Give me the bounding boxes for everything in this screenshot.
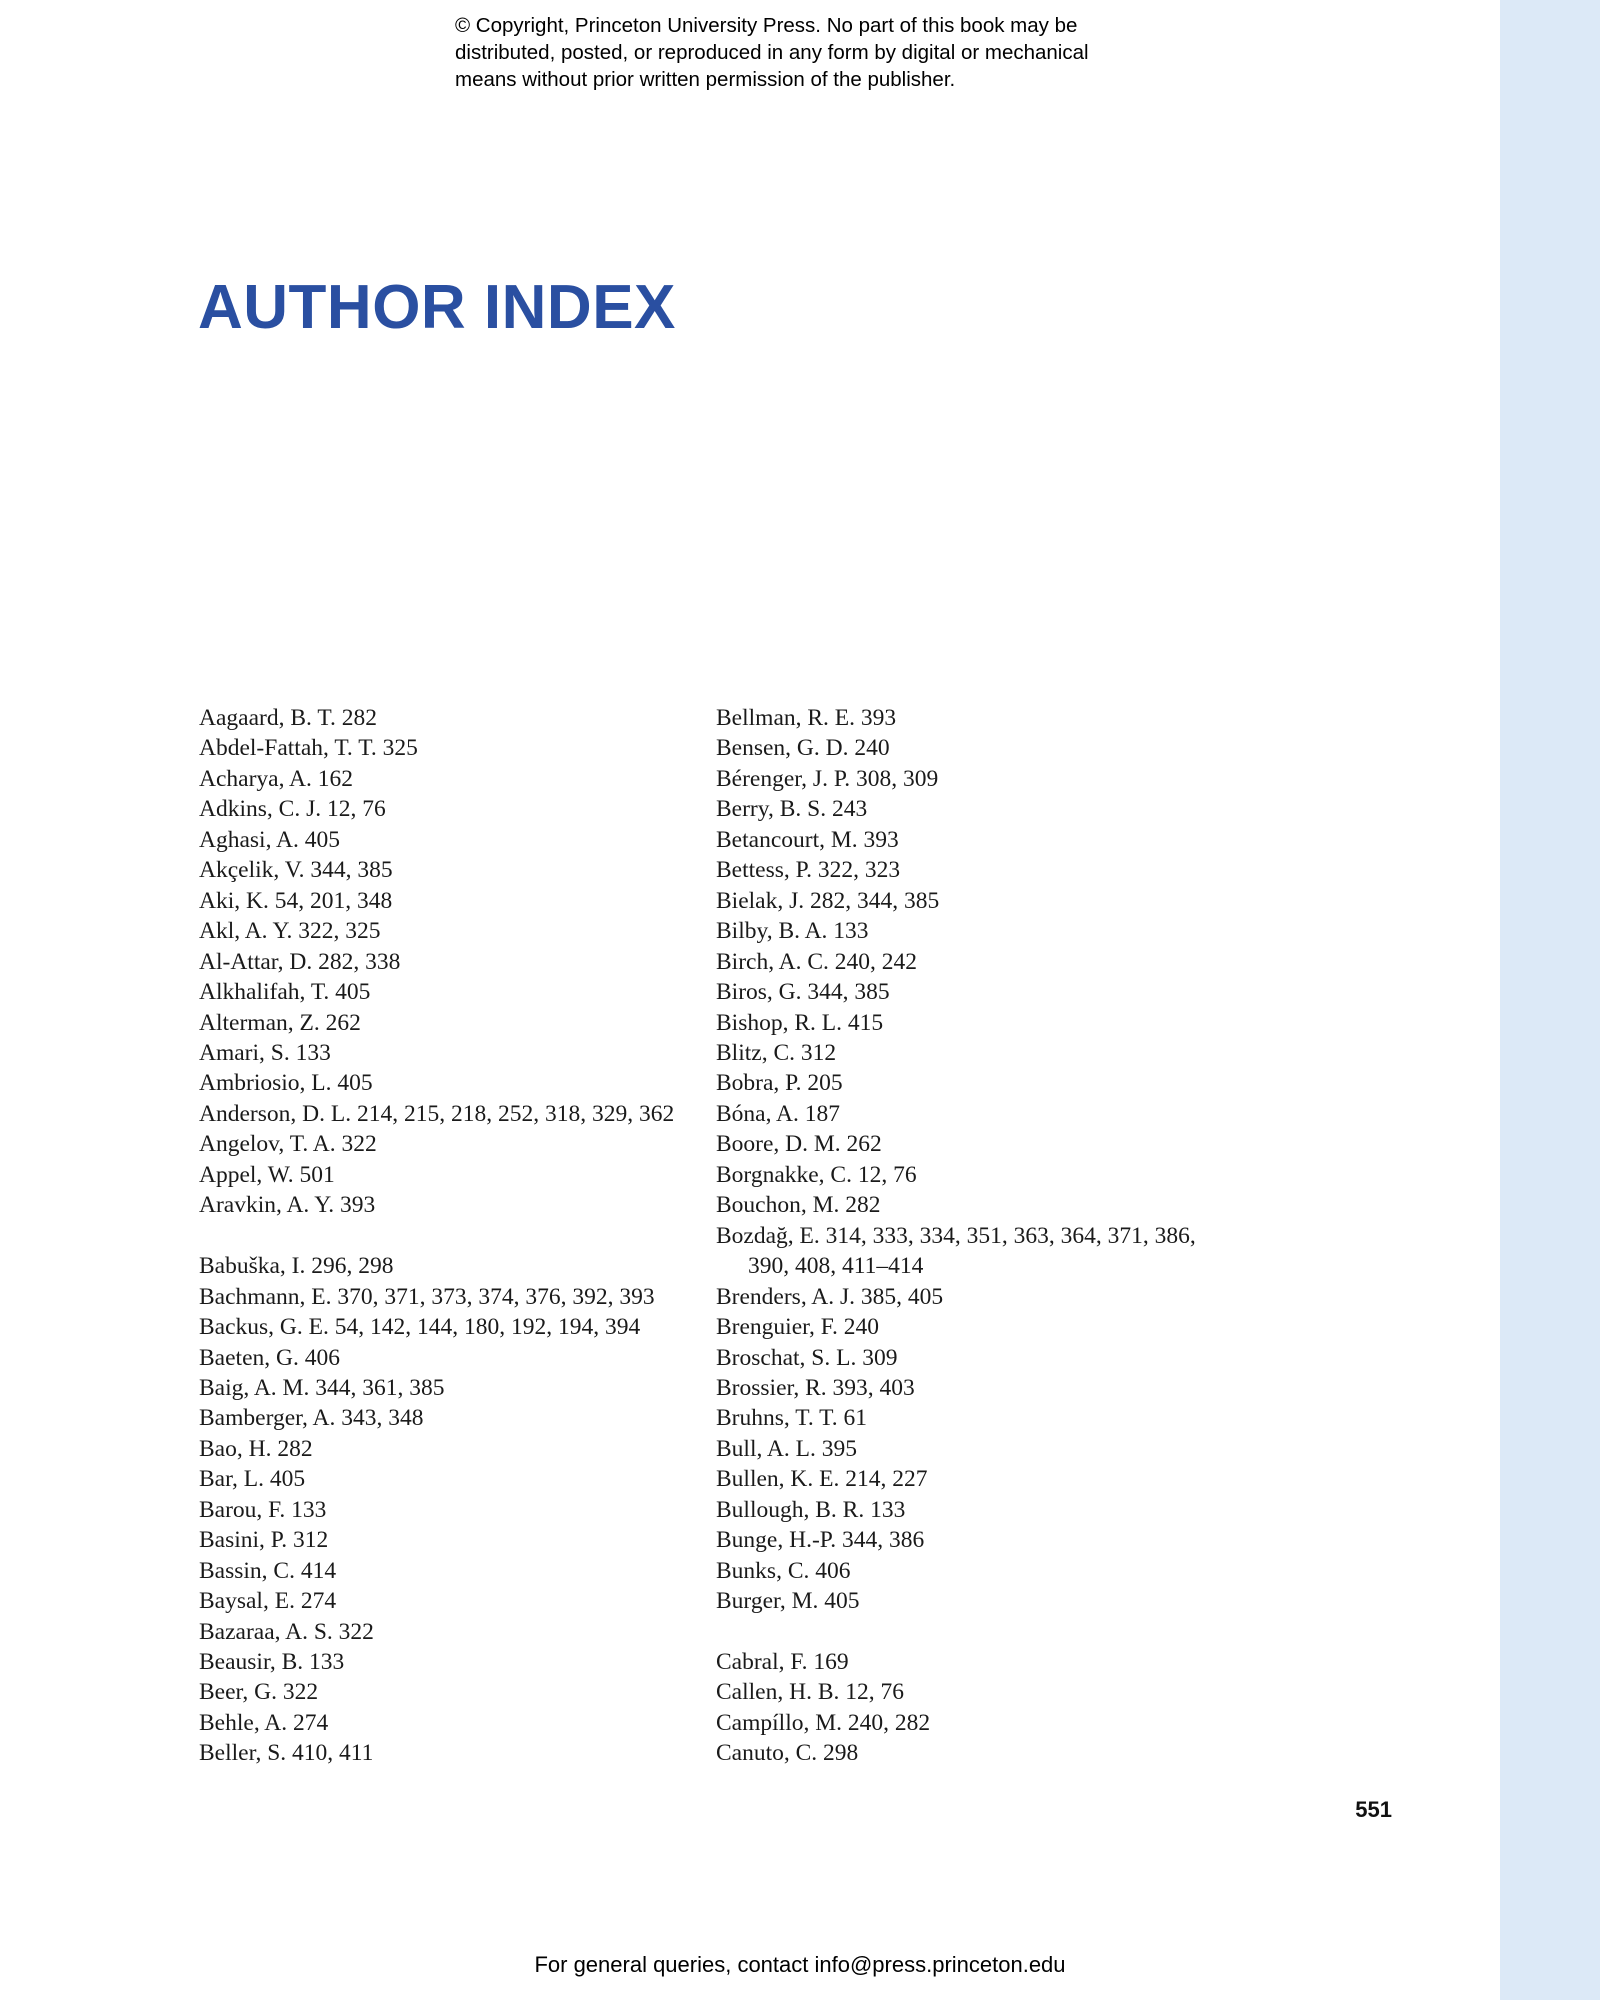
index-group-b-continued — [716, 703, 1276, 1617]
index-group-b — [199, 1251, 699, 1769]
index-entry: Callen, H. B. 12, 76 — [716, 1679, 904, 1706]
index-entry: Behle, A. 274 — [199, 1709, 329, 1736]
index-entry: Baig, A. M. 344, 361, 385 — [199, 1374, 445, 1401]
index-entry: Bouchon, M. 282 — [716, 1192, 881, 1219]
side-margin-band — [1500, 0, 1600, 2000]
index-entry: Bunge, H.-P. 344, 386 — [716, 1527, 925, 1554]
index-entry: Beer, G. 322 — [199, 1679, 319, 1706]
index-entry: Betancourt, M. 393 — [716, 826, 899, 853]
index-entry: Bullen, K. E. 214, 227 — [716, 1466, 928, 1493]
index-entry: Berry, B. S. 243 — [716, 796, 868, 823]
index-entry-multiline — [716, 1221, 1276, 1282]
index-entry-continuation: 390, 408, 411–414 — [748, 1253, 924, 1280]
index-entry: Abdel-Fattah, T. T. 325 — [199, 735, 418, 762]
index-entry: Appel, W. 501 — [199, 1161, 335, 1188]
page-number: 551 — [1355, 1797, 1392, 1822]
index-entry: Bensen, G. D. 240 — [716, 735, 890, 762]
index-entry: Bachmann, E. 370, 371, 373, 374, 376, 392, 393 — [199, 1283, 655, 1310]
index-entry: Bamberger, A. 343, 348 — [199, 1405, 424, 1432]
index-entry: Blitz, C. 312 — [716, 1039, 837, 1066]
index-group-c — [716, 1647, 1276, 1769]
index-entry: Bassin, C. 414 — [199, 1557, 337, 1584]
index-entry: Anderson, D. L. 214, 215, 218, 252, 318, 329, 362 — [199, 1100, 675, 1127]
index-entry: Broschat, S. L. 309 — [716, 1344, 898, 1371]
index-entry: Baysal, E. 274 — [199, 1588, 337, 1615]
index-entry: Bunks, C. 406 — [716, 1557, 851, 1584]
index-entry: Barou, F. 133 — [199, 1496, 327, 1523]
index-entry: Baeten, G. 406 — [199, 1344, 340, 1371]
index-entry: Biros, G. 344, 385 — [716, 979, 890, 1006]
index-entry: Bull, A. L. 395 — [716, 1435, 858, 1462]
index-entry: Amari, S. 133 — [199, 1039, 331, 1066]
copyright-line: distributed, posted, or reproduced in any form by digital or mechanical — [455, 41, 1089, 64]
index-entry: Bóna, A. 187 — [716, 1100, 841, 1127]
index-entry: Beausir, B. 133 — [199, 1649, 345, 1676]
page-title: AUTHOR INDEX — [198, 273, 676, 342]
index-column-right — [716, 703, 1276, 1769]
index-entry: Acharya, A. 162 — [199, 765, 354, 792]
index-entry: Aki, K. 54, 201, 348 — [199, 887, 393, 914]
index-column-left — [199, 703, 699, 1769]
index-entry: Aravkin, A. Y. 393 — [199, 1192, 376, 1219]
copyright-notice — [455, 12, 1215, 93]
index-entry: Brenders, A. J. 385, 405 — [716, 1283, 944, 1310]
index-entry: Boore, D. M. 262 — [716, 1131, 882, 1158]
index-entry: Bao, H. 282 — [199, 1435, 313, 1462]
index-entry: Aghasi, A. 405 — [199, 826, 340, 853]
index-entry: Birch, A. C. 240, 242 — [716, 948, 918, 975]
index-entry: Bobra, P. 205 — [716, 1070, 843, 1097]
index-entry: Bruhns, T. T. 61 — [716, 1405, 868, 1432]
index-entry: Bar, L. 405 — [199, 1466, 306, 1493]
index-entry: Basini, P. 312 — [199, 1527, 329, 1554]
index-entry: Canuto, C. 298 — [716, 1740, 859, 1767]
index-entry: Bérenger, J. P. 308, 309 — [716, 765, 939, 792]
copyright-line: means without prior written permission of the publisher. — [455, 68, 956, 91]
index-entry: Cabral, F. 169 — [716, 1649, 849, 1676]
index-entry: Bilby, B. A. 133 — [716, 918, 869, 945]
group-spacer — [199, 1221, 699, 1251]
index-entry-first-line: Bozdağ, E. 314, 333, 334, 351, 363, 364, 371, 386, — [716, 1222, 1196, 1249]
index-entry: Bellman, R. E. 393 — [716, 705, 897, 731]
index-entry: Borgnakke, C. 12, 76 — [716, 1161, 917, 1188]
index-entry: Brenguier, F. 240 — [716, 1314, 879, 1341]
index-entry: Babuška, I. 296, 298 — [199, 1253, 394, 1280]
index-entry: Akçelik, V. 344, 385 — [199, 857, 393, 884]
footer-contact: For general queries, contact info@press.princeton.edu — [534, 1952, 1066, 1977]
index-entry: Ambriosio, L. 405 — [199, 1070, 373, 1097]
index-entry: Akl, A. Y. 322, 325 — [199, 918, 381, 945]
index-entry: Adkins, C. J. 12, 76 — [199, 796, 386, 823]
index-entry: Bullough, B. R. 133 — [716, 1496, 906, 1523]
index-entry: Bazaraa, A. S. 322 — [199, 1618, 374, 1645]
index-entry: Backus, G. E. 54, 142, 144, 180, 192, 194, 394 — [199, 1314, 641, 1341]
index-entry: Bishop, R. L. 415 — [716, 1009, 884, 1036]
index-entry: Aagaard, B. T. 282 — [199, 705, 377, 731]
index-entry: Alterman, Z. 262 — [199, 1009, 361, 1036]
index-entry: Bielak, J. 282, 344, 385 — [716, 887, 940, 914]
index-entry: Burger, M. 405 — [716, 1588, 860, 1615]
group-spacer — [716, 1617, 1276, 1647]
index-entry: Beller, S. 410, 411 — [199, 1740, 374, 1767]
index-group-a — [199, 703, 699, 1221]
index-entry: Al-Attar, D. 282, 338 — [199, 948, 401, 975]
index-entry: Bettess, P. 322, 323 — [716, 857, 901, 884]
index-entry: Angelov, T. A. 322 — [199, 1131, 377, 1158]
index-entry: Campíllo, M. 240, 282 — [716, 1709, 931, 1736]
index-entry: Brossier, R. 393, 403 — [716, 1374, 915, 1401]
copyright-line: © Copyright, Princeton University Press. No part of this book may be — [455, 14, 1078, 37]
index-entry: Alkhalifah, T. 405 — [199, 979, 371, 1006]
